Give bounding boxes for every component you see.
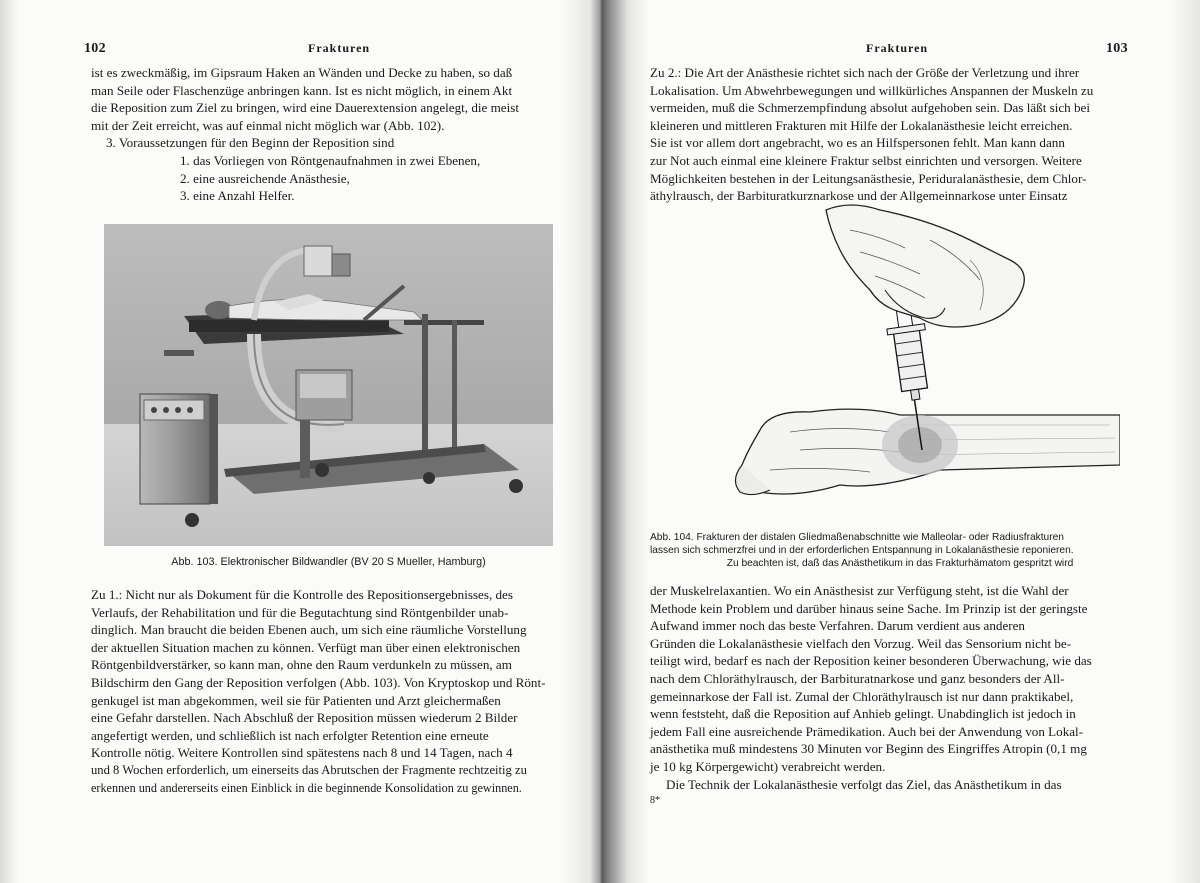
text-line: Zu 2.: Die Art der Anästhesie richtet sich nach der Größe der Verletzung und ihrer	[650, 65, 1080, 80]
text-line: eine Gefahr darstellen. Nach Abschluß der Reposition müssen wiederum 2 Bilder	[91, 710, 518, 726]
text-line: man Seile oder Flaschenzüge anbringen kann. Ist es nicht möglich, in einem Akt	[91, 82, 513, 98]
text-line: mit der Zeit erreicht, was auf einmal nicht möglich war (Abb. 102).	[91, 117, 445, 133]
text-line: jedem Fall eine ausreichende Prämedikation. Auch bei der Anwendung von Lokal-	[650, 723, 1084, 739]
text-line: angefertigt werden, und schließlich ist nach erfolgter Retention eine erneute	[91, 727, 489, 743]
figure-104-caption	[650, 531, 1150, 570]
list-item: 1. das Vorliegen von Röntgenaufnahmen in zwei Ebenen,	[180, 153, 481, 168]
text-line: und 8 Wochen erforderlich, um einerseits das Abrutschen der Fragmente rechtzeitig zu	[91, 762, 527, 777]
text-line: teiligt wird, bedarf es nach der Reposition keiner besonderen Überwachung, wie das	[650, 653, 1092, 669]
text-line: zur Not auch einmal eine kleinere Fraktur selbst einrichten und versorgen. Weitere	[650, 152, 1082, 168]
left-running-title: Frakturen	[308, 41, 371, 55]
text-line: je 10 kg Körpergewicht) verabreicht werden.	[650, 758, 886, 774]
caption-line: Abb. 104. Frakturen der distalen Gliedmaßenabschnitte wie Malleolar- oder Radiusfrakturen	[650, 532, 1064, 543]
figure-103-caption: Abb. 103. Elektronischer Bildwandler (BV 20 S Mueller, Hamburg)	[171, 556, 486, 568]
text-line: Aufwand immer noch das beste Verfahren. Darum verdient aus anderen	[650, 618, 1025, 634]
text-line: nach dem Chloräthylrausch, der Barbituratnarkose und ganz besonders der All-	[650, 670, 1065, 686]
list-item: 2. eine ausreichende Anästhesie,	[180, 170, 350, 186]
text-line: gemeinnarkose der Fall ist. Zumal der Chloräthylrausch ist nur dann praktikabel,	[650, 688, 1074, 704]
left-intro-paragraph	[91, 64, 551, 152]
text-line: genkugel ist man abgekommen, weil sie für Patienten und Arzt gleichermaßen	[91, 692, 501, 708]
right-page	[618, 0, 1200, 883]
text-line: der Muskelrelaxantien. Wo ein Anästhesist zur Verfügung steht, ist die Wahl der	[650, 583, 1069, 598]
text-line: anästhetika muß mindestens 30 Minuten vor Beginn des Eingriffes Atropin (0,1 mg	[650, 741, 1087, 757]
text-line: Möglichkeiten bestehen in der Leitungsanästhesie, Periduralanästhesie, dem Chlor-	[650, 170, 1087, 186]
text-line: äthylrausch, der Barbituratkurznarkose und der Allgemeinnarkose unter Einsatz	[650, 188, 1068, 204]
right-body-paragraph	[650, 582, 1150, 793]
text-line: der aktuellen Situation machen zu können. Verfügt man über einen elektronischen	[91, 639, 521, 655]
text-line: vermeiden, muß die Schmerzempfindung absolut aufgehoben sein. Das läßt sich bei	[650, 100, 1090, 116]
text-line: Zu 1.: Nicht nur als Dokument für die Kontrolle des Repositionsergebnisses, des	[91, 587, 513, 602]
text-line: ist es zweckmäßig, im Gipsraum Haken an Wänden und Decke zu haben, so daß	[91, 65, 513, 80]
caption-line: lassen sich schmerzfrei und in der erforderlichen Entspannung in Lokalanästhesie reponieren.	[650, 545, 1074, 556]
text-line: Kontrolle nötig. Weitere Kontrollen sind spätestens nach 8 und 14 Tagen, nach 4	[91, 745, 513, 761]
image-intensifier-photo	[104, 224, 553, 546]
text-line: die Reposition zum Ziel zu bringen, wird eine Dauerextension angelegt, die meist	[91, 100, 519, 116]
text-line: Lokalisation. Um Abwehrbewegungen und willkürliches Anspannen der Muskeln zu	[650, 82, 1094, 98]
right-top-paragraph	[650, 64, 1150, 205]
caption-line: Zu beachten ist, daß das Anästhetikum in das Frakturhämatom gespritzt wird	[726, 558, 1074, 569]
text-line: wenn feststeht, daß die Reposition auf Anhieb gelingt. Unabdinglich ist jedoch in	[650, 706, 1076, 722]
text-line: 3. Voraussetzungen für den Beginn der Reposition sind	[106, 135, 395, 151]
right-page-number: 103	[1106, 41, 1128, 56]
text-line: Gründen die Lokalanästhesie vielfach den Vorzug. Weil das Sensorium nicht be-	[650, 635, 1072, 651]
signature-mark: 8*	[650, 795, 660, 806]
text-line: Bildschirm den Gang der Reposition verfolgen (Abb. 103). Von Kryptoskop und Rönt-	[91, 674, 546, 690]
list-item: 3. eine Anzahl Helfer.	[180, 188, 295, 204]
text-line: dinglich. Man braucht die beiden Ebenen auch, um sich eine räumliche Vorstellung	[91, 622, 527, 638]
text-line: Röntgenbildverstärker, so kann man, ohne den Raum verdunkeln zu müssen, am	[91, 657, 512, 673]
requirements-list	[180, 152, 480, 205]
left-body-paragraph	[91, 586, 566, 797]
text-line: Methode kein Problem und darüber hinaus seine Sache. Im Prinzip ist der geringste	[650, 600, 1088, 616]
local-anesthesia-illustration	[730, 200, 1120, 520]
text-line: Sie ist vor allem dort angebracht, wo es an Hilfspersonen fehlt. Man kann dann	[650, 135, 1065, 151]
left-page-number: 102	[84, 41, 106, 56]
text-line: Verlaufs, der Rehabilitation und für die Begutachtung sind Röntgenbilder unab-	[91, 604, 509, 620]
text-line: erkennen und andererseits einen Einblick in die beginnende Konsolidation zu gewinnen.	[91, 780, 522, 795]
text-line: Die Technik der Lokalanästhesie verfolgt das Ziel, das Anästhetikum in das	[666, 776, 1062, 792]
text-line: kleineren und mittleren Frakturen mit Hilfe der Lokalanästhesie leicht erreichen.	[650, 117, 1073, 133]
right-running-title: Frakturen	[866, 41, 929, 55]
